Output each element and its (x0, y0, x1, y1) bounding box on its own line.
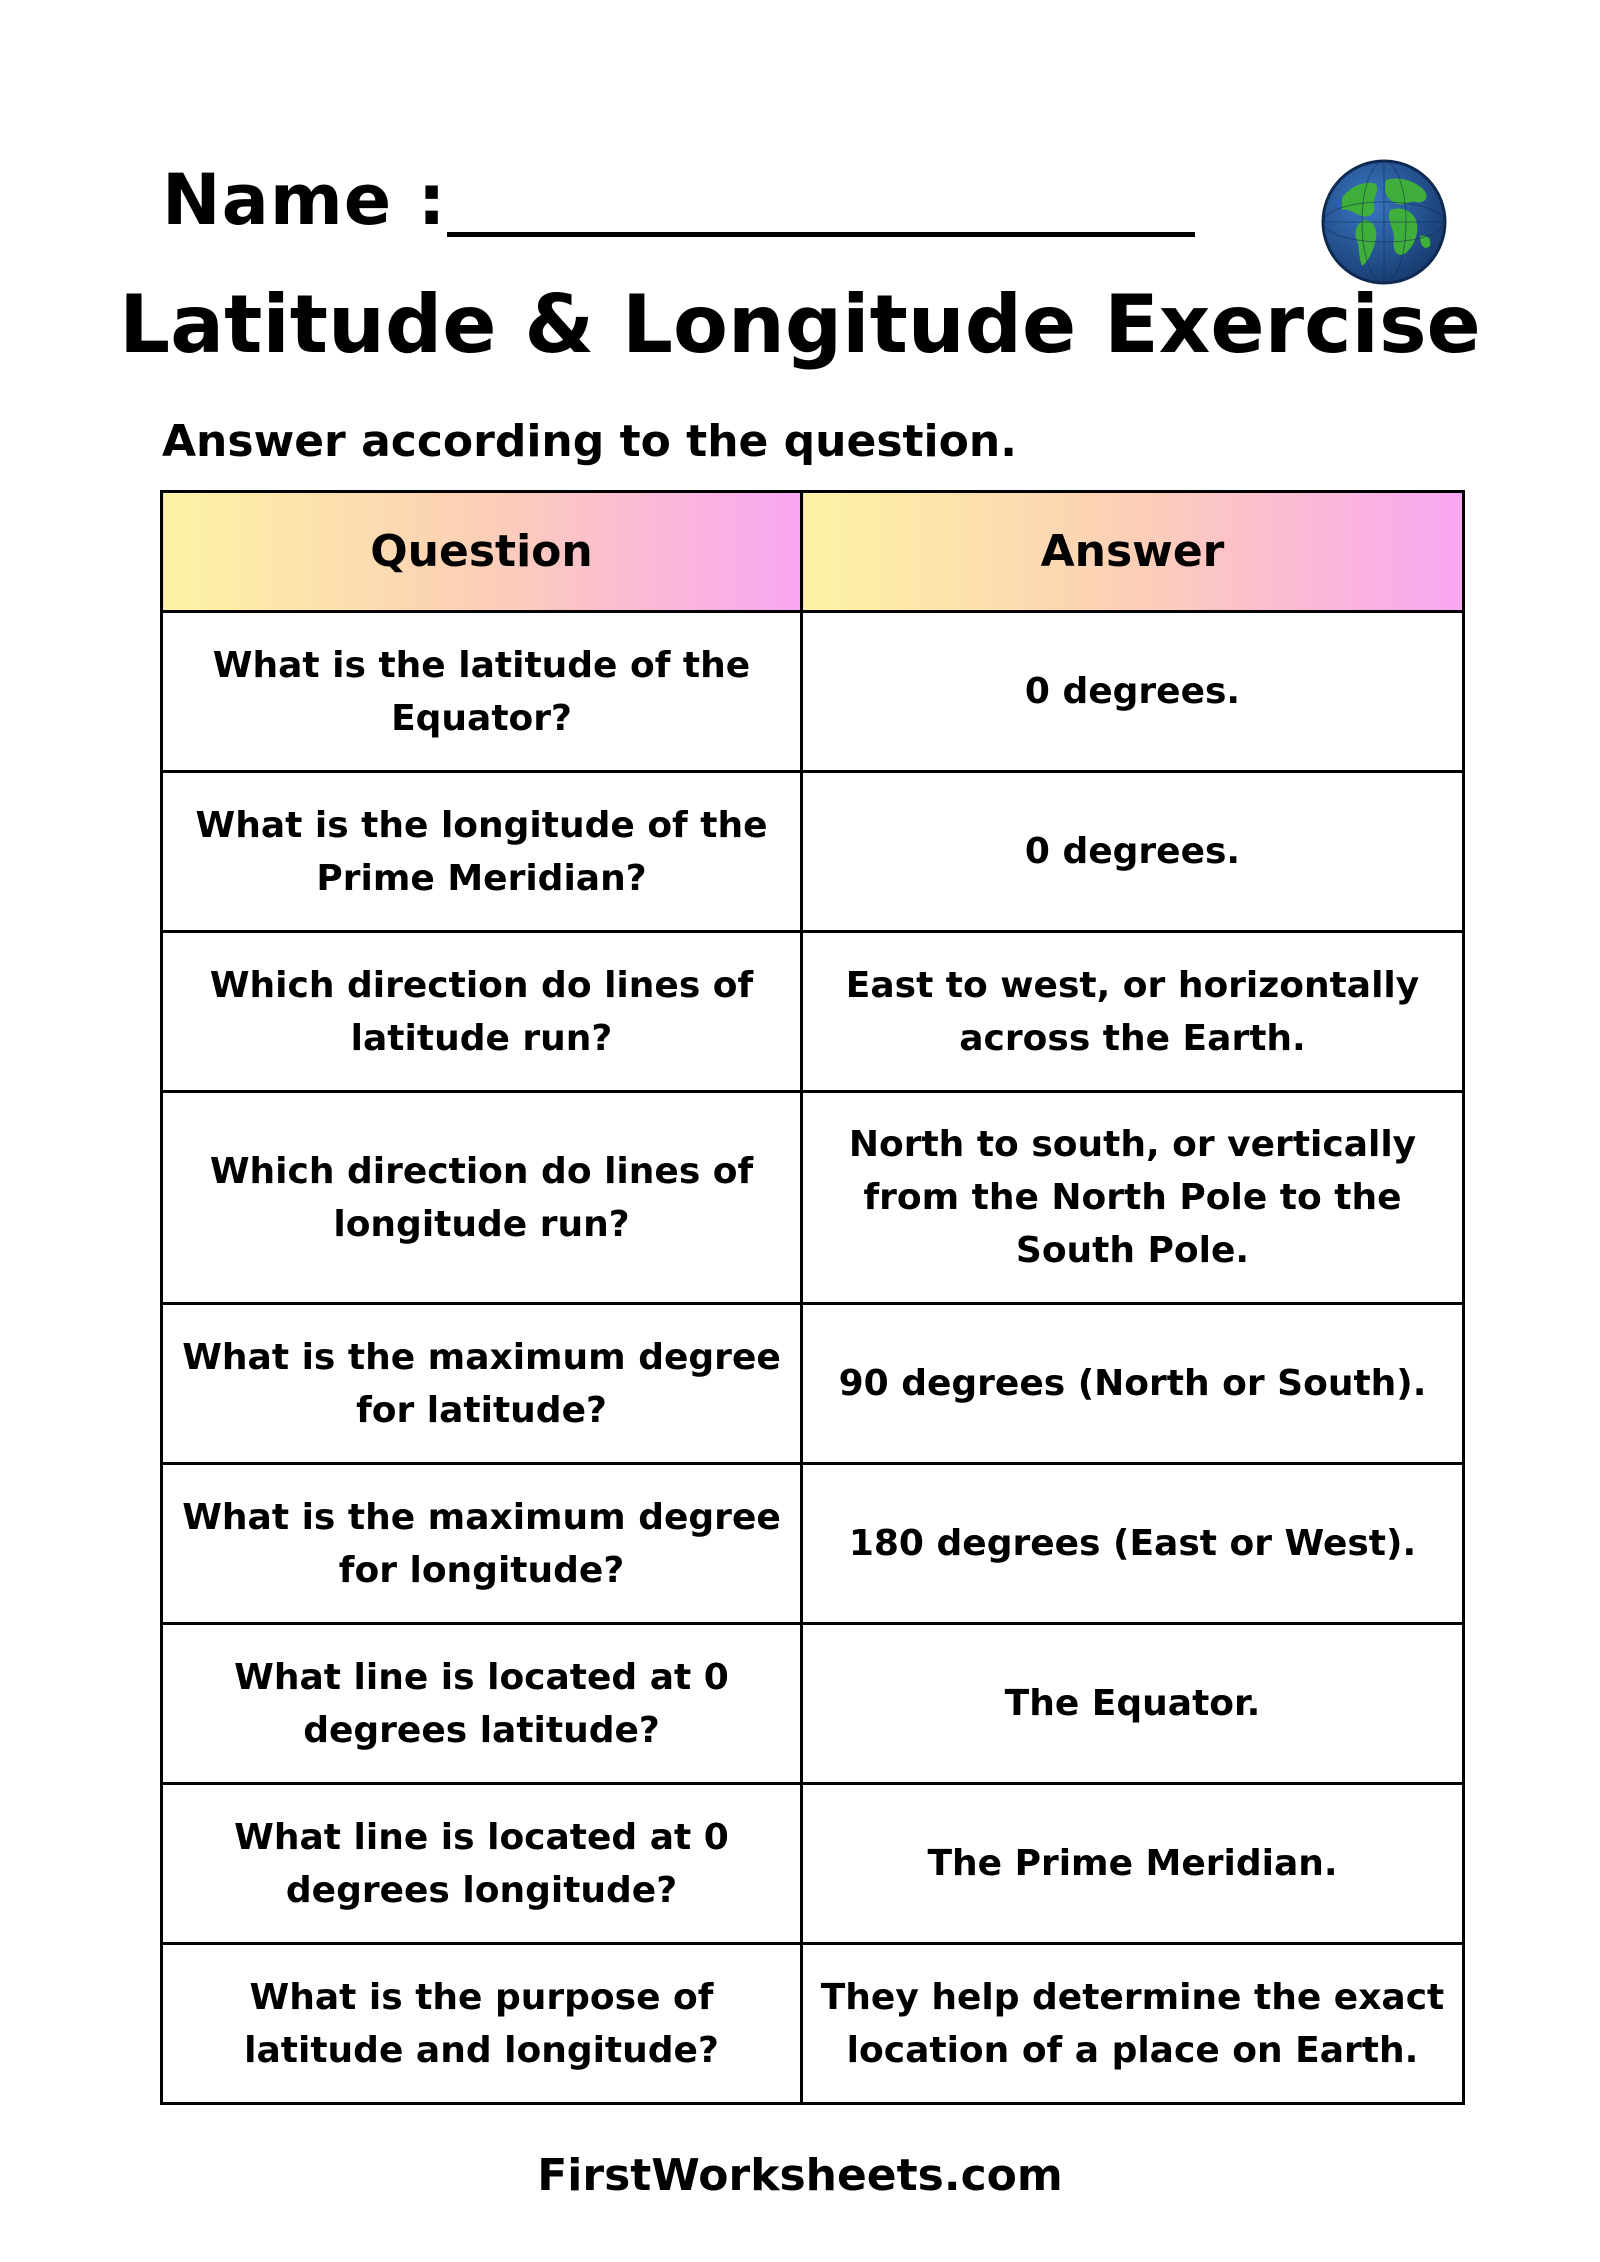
table-row (162, 1464, 1464, 1624)
name-write-line[interactable] (447, 232, 1195, 237)
question-cell: What is the maximum degree for longitude? (162, 1464, 802, 1624)
footer-site-name: FirstWorksheets.com (537, 2150, 1063, 2201)
answer-cell: 0 degrees. (802, 772, 1464, 932)
question-cell: Which direction do lines of longitude run? (162, 1092, 802, 1304)
table-row (162, 1092, 1464, 1304)
question-cell: What line is located at 0 degrees longitude? (162, 1784, 802, 1944)
answer-cell: 0 degrees. (802, 612, 1464, 772)
table-row (162, 612, 1464, 772)
table-header-row (162, 492, 1464, 612)
table-row (162, 1624, 1464, 1784)
question-cell: What is the longitude of the Prime Meridian? (162, 772, 802, 932)
question-cell: What is the purpose of latitude and longitude? (162, 1944, 802, 2104)
question-cell: Which direction do lines of latitude run? (162, 932, 802, 1092)
page-title: Latitude & Longitude Exercise (119, 278, 1481, 371)
table-row (162, 1944, 1464, 2104)
answer-cell: They help determine the exact location of a place on Earth. (802, 1944, 1464, 2104)
answer-cell: 180 degrees (East or West). (802, 1464, 1464, 1624)
table-row (162, 1304, 1464, 1464)
answer-cell: The Prime Meridian. (802, 1784, 1464, 1944)
table-row (162, 772, 1464, 932)
column-header-answer: Answer (802, 492, 1464, 612)
answer-cell: 90 degrees (North or South). (802, 1304, 1464, 1464)
qa-table (160, 490, 1465, 2105)
question-cell: What line is located at 0 degrees latitude? (162, 1624, 802, 1784)
answer-cell: East to west, or horizontally across the Earth. (802, 932, 1464, 1092)
instructions: Answer according to the question. (162, 416, 1017, 467)
table-row (162, 1784, 1464, 1944)
question-cell: What is the maximum degree for latitude? (162, 1304, 802, 1464)
column-header-question: Question (162, 492, 802, 612)
answer-cell: The Equator. (802, 1624, 1464, 1784)
table-row (162, 932, 1464, 1092)
question-cell: What is the latitude of the Equator? (162, 612, 802, 772)
answer-cell: North to south, or vertically from the North Pole to the South Pole. (802, 1092, 1464, 1304)
name-label: Name : (162, 159, 447, 241)
globe-icon (1320, 158, 1448, 286)
name-row (162, 150, 447, 250)
